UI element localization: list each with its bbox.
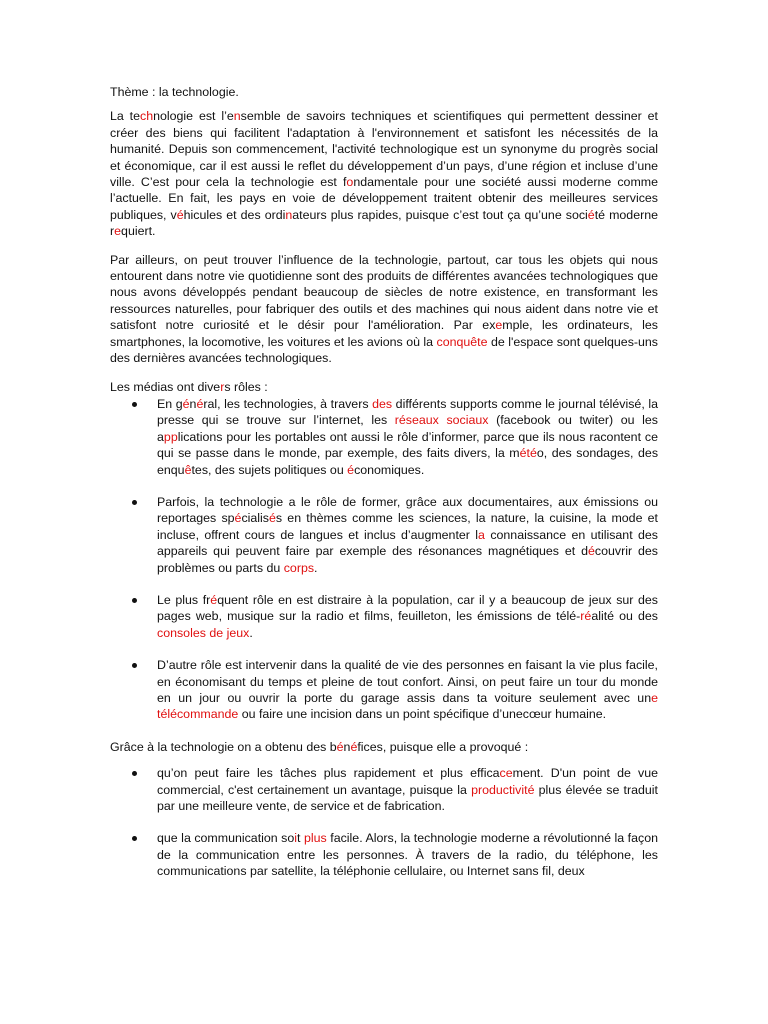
bullet-icon	[132, 836, 137, 841]
highlighted-text: p	[163, 429, 171, 444]
highlighted-text: n	[285, 207, 293, 222]
highlighted-text: é	[234, 511, 242, 526]
roles-list	[110, 396, 658, 723]
bullet-icon	[132, 663, 137, 668]
highlighted-text: consoles de jeux	[157, 625, 250, 640]
highlighted-text: e télécommande	[157, 691, 658, 722]
list-item	[110, 396, 658, 478]
highlighted-text: n	[233, 109, 241, 124]
highlighted-text: corps	[283, 560, 315, 575]
highlighted-text: ce	[499, 766, 513, 781]
highlighted-text: é	[347, 462, 355, 477]
highlighted-text: e	[114, 224, 122, 239]
highlighted-text: é	[584, 609, 592, 624]
highlighted-text: ét	[519, 446, 530, 461]
highlighted-text: réseaux sociaux	[394, 413, 489, 428]
list-item-text: En général, les technologies, à travers des différents supports comme le journal télévisé, la presse qui se trouve sur l’internet, les réseaux sociaux (facebook ou twiter) ou les applications pour les portables ont aussi le rôle d’informer, parce que ils nous racontent ce qui se passe dans le monde, par exemple, des faits divers, la météo, des sondages, des enquêtes, des sujets politiques ou économiques.	[157, 396, 659, 477]
bullet-icon	[132, 500, 137, 505]
highlighted-text: é	[269, 511, 276, 526]
highlighted-text: a	[478, 527, 485, 542]
highlighted-text: r	[220, 379, 225, 394]
roles-heading: Les médias ont divers rôles :	[110, 379, 268, 394]
list-item-text: D’autre rôle est intervenir dans la qualité de vie des personnes en faisant la vie plus facile, en économisant du temps et pleine de tout confort. Ainsi, on peut faire un tour du monde en un jour ou ouvrir la porte du garage assis dans ta voiture seulement avec une télécommande ou faire une incision dans un point spécifique d’unecœur humaine.	[157, 658, 658, 722]
bullet-icon	[132, 598, 137, 603]
bullet-icon	[132, 402, 137, 407]
highlighted-text: des	[372, 396, 393, 411]
highlighted-text: é	[588, 544, 595, 559]
benefits-heading: Grâce à la technologie on a obtenu des bénéfices, puisque elle a provoqué :	[110, 739, 529, 754]
highlighted-text: é	[529, 446, 537, 461]
paragraph-influence: Par ailleurs, on peut trouver l’influence de la technologie, partout, car tous les objets qui nous entourent dans notre vie quotidienne sont des produits de différentes avancées technologiques que nous avons développés pendant beaucoup de siècles de notre existence, en transformant les ressources naturelles, pour fabriquer des outils et des machines qui nous aident dans notre vie et satisfont notre curiosité et le désir pour l'amélioration. Par exemple, les ordinateurs, les smartphones, la locomotive, les voitures et les avions où la conquête de l'espace sont quelques-uns des dernières avancées technologiques.	[110, 252, 658, 366]
highlighted-text: é	[196, 396, 204, 411]
bullet-icon	[132, 771, 137, 776]
paragraph-intro: La technologie est l’ensemble de savoirs techniques et scientifiques qui permettent dessiner et créer des biens qui facilitent l'adaptation à l'environnement et satisfont les nécessités de la humanité. Depuis son commencement, l'activité technologique est un synonyme du progrès social et économique, car il est aussi le reflet du développement d’un pays, d’une région et incluse d’une ville. C’est pour cela la technologie est fondamentale pour une société aussi moderne comme l’actuelle. En fait, les pays en voie de développement traitent obtenir des meilleures services publiques, véhicules et des ordinateurs plus rapides, puisque c’est tout ça qu’une société moderne requiert.	[110, 109, 658, 239]
list-item-text: qu’on peut faire les tâches plus rapidement et plus efficacement. D'un point de vue commercial, c'est certainement un avantage, puisque la productivité plus élevée se traduit par une meilleure vente, de service et de fabrication.	[157, 766, 658, 814]
highlighted-text: e	[495, 318, 503, 333]
list-item	[110, 830, 658, 879]
highlighted-text: r	[580, 609, 585, 624]
highlighted-text: é	[587, 207, 595, 222]
highlighted-text: productivité	[471, 782, 535, 797]
list-item	[110, 592, 658, 641]
highlighted-text: plus	[300, 831, 327, 846]
highlighted-text: é	[210, 592, 218, 607]
highlighted-text: o	[346, 175, 354, 190]
highlighted-text: é	[336, 739, 344, 754]
list-item-text: Parfois, la technologie a le rôle de former, grâce aux documentaires, aux émissions ou reportages spécialisés en thèmes comme les sciences, la nature, la cuisine, la mode et incluse, offrent cours de langues et inclus d’augmenter la connaissance en utilisant des appareils qui peuvent faire par exemple des résonances magnétiques et découvrir des problèmes ou parts du corps.	[157, 494, 658, 575]
highlighted-text: conquête	[436, 334, 488, 349]
highlighted-text: c	[140, 109, 147, 124]
list-item	[110, 765, 658, 814]
document-title: Thème : la technologie.	[110, 85, 239, 99]
list-item-text: Le plus fréquent rôle en est distraire à la population, car il y a beaucoup de jeux sur des pages web, musique sur la radio et films, feuilleton, les émissions de télé-réalité ou des consoles de jeux.	[157, 592, 659, 640]
highlighted-text: h	[146, 109, 154, 124]
list-item	[110, 657, 658, 723]
benefits-list	[110, 765, 658, 879]
highlighted-text: ê	[184, 462, 192, 477]
highlighted-text: i	[294, 831, 298, 846]
highlighted-text: p	[170, 429, 178, 444]
document-page	[110, 84, 658, 896]
highlighted-text: é	[176, 207, 184, 222]
highlighted-text: é	[182, 396, 190, 411]
list-item	[110, 494, 658, 576]
list-item-text: que la communication soit plus facile. Alors, la technologie moderne a révolutionné la façon de la communication entre les personnes. À travers de la radio, du téléphone, les communications par satellite, la téléphonie cellulaire, ou Internet sans fil, deux	[157, 831, 658, 879]
highlighted-text: é	[350, 739, 358, 754]
